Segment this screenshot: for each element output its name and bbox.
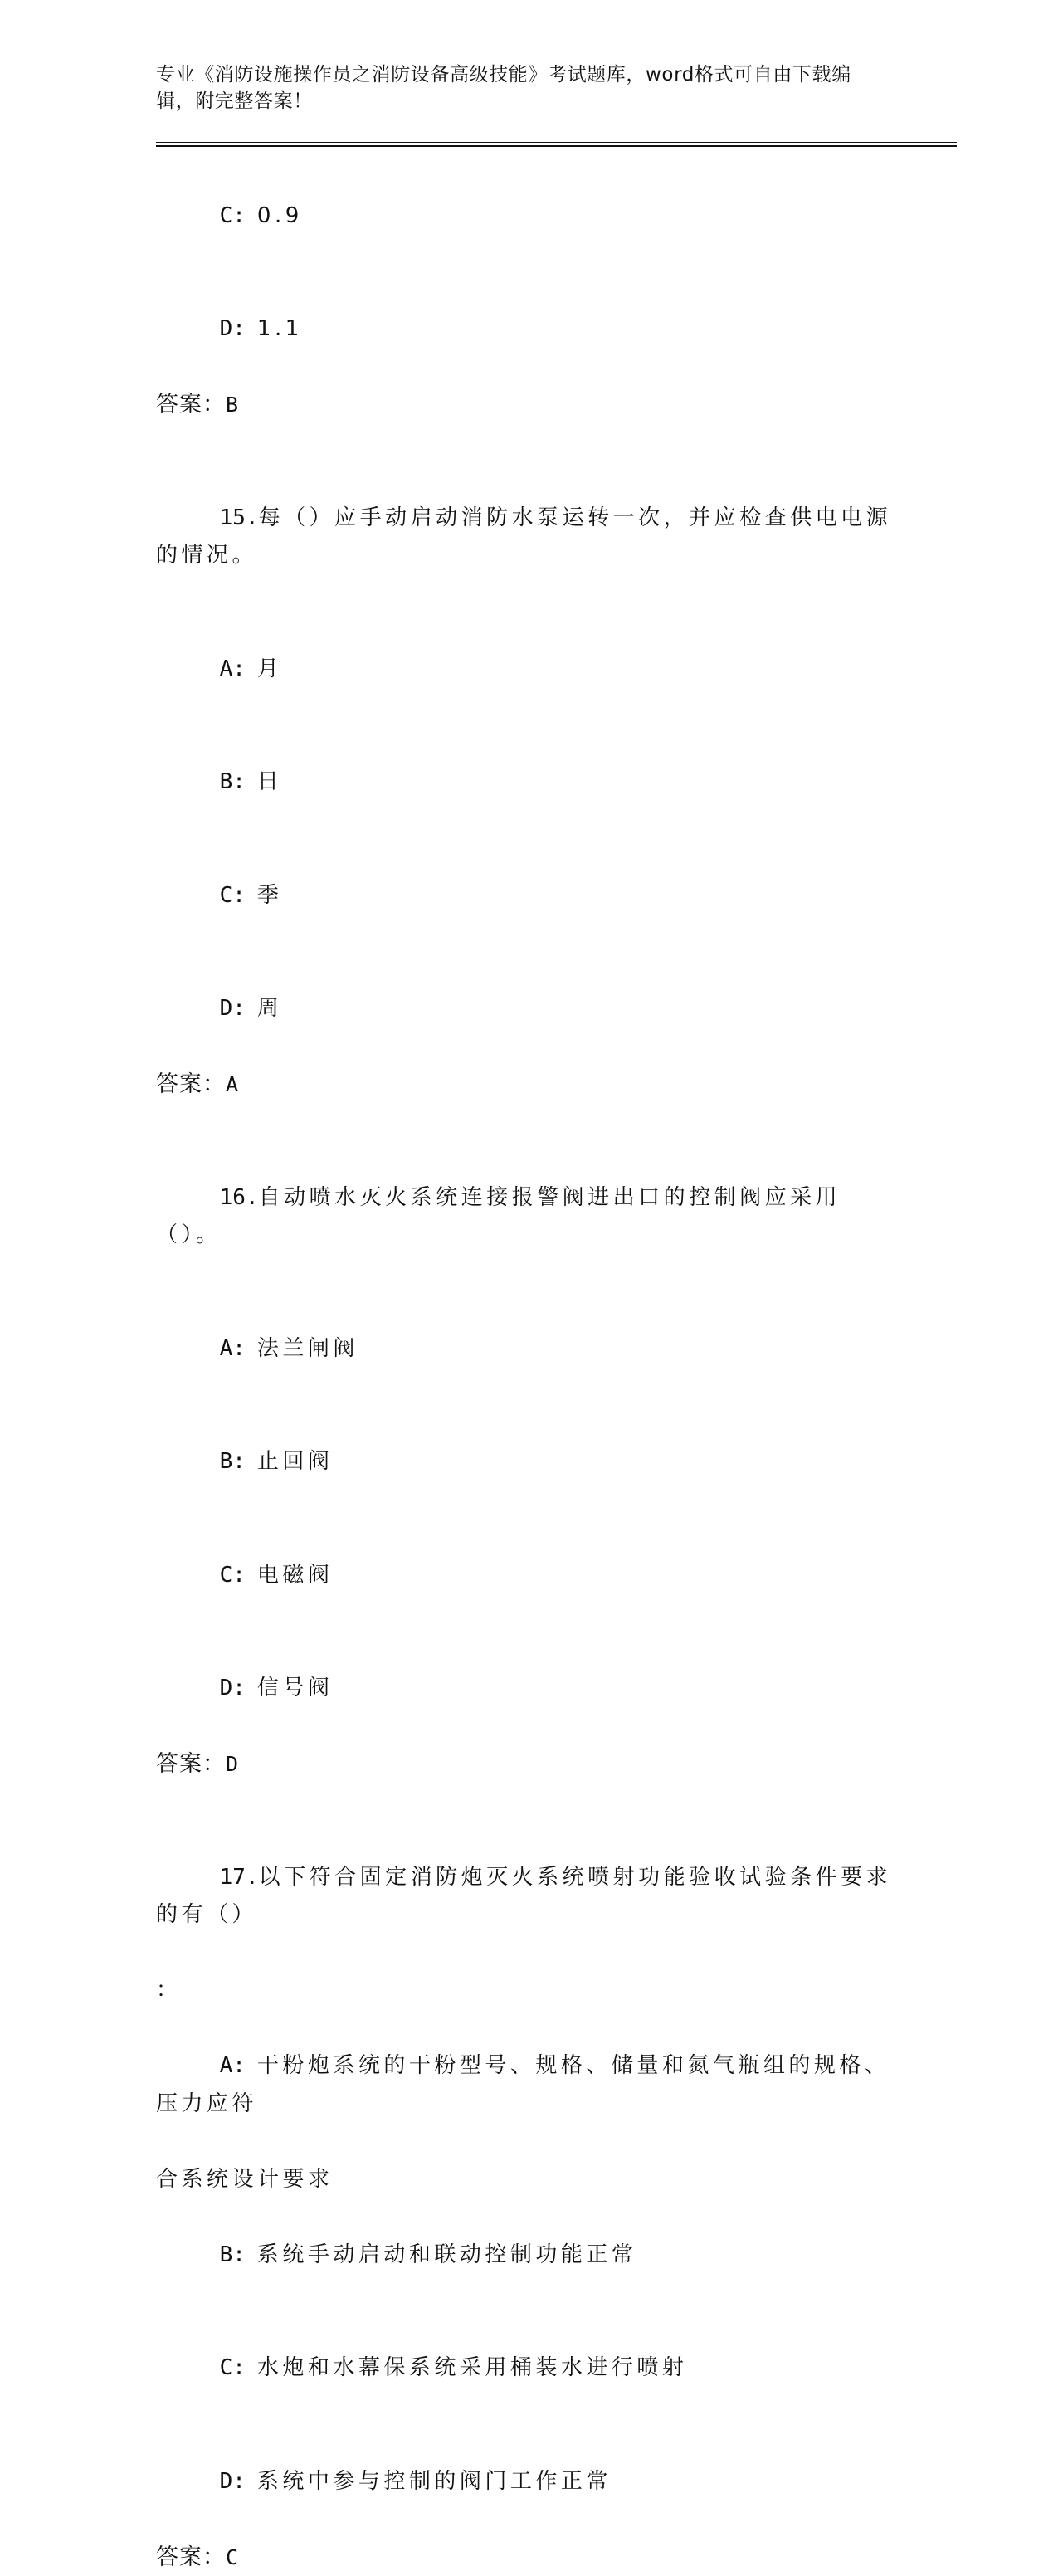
- answer-label: 答案：: [156, 392, 226, 417]
- answer-value: A: [226, 1072, 239, 1096]
- option-row: [156, 953, 903, 1066]
- option-row: [156, 1519, 903, 1632]
- option-text: 周: [257, 996, 283, 1021]
- question-15: [156, 461, 903, 1104]
- answer-row: [156, 1745, 903, 1783]
- option-label: C:: [220, 203, 246, 228]
- option-text: 电磁阀: [257, 1563, 334, 1588]
- option-text: 止回阀: [257, 1449, 334, 1474]
- question-stem-continuation: ：: [156, 1972, 903, 2010]
- question-16: [156, 1141, 903, 1783]
- option-text: 信号阀: [257, 1676, 334, 1700]
- question-number: 17.: [220, 1865, 259, 1890]
- option-row: [156, 1632, 903, 1746]
- question-text: 自动喷水灭火系统连接报警阀进出口的控制阀应采用（）。: [156, 1185, 841, 1248]
- option-label: D:: [220, 996, 246, 1021]
- answer-label: 答案：: [156, 1071, 226, 1097]
- answer-row: [156, 1066, 903, 1104]
- question-text: 每（）应手动启动消防水泵运转一次，并应检查供电电源的情况。: [156, 505, 891, 568]
- option-text: 月: [257, 656, 283, 681]
- option-label: D:: [220, 2469, 246, 2494]
- option-text: 0.9: [257, 203, 303, 228]
- option-row: [156, 2312, 903, 2426]
- header-title-line-1: 专业《消防设施操作员之消防设备高级技能》考试题库，word格式可自由下载编: [156, 61, 895, 88]
- answer-label: 答案：: [156, 2544, 226, 2570]
- option-label: A:: [220, 1336, 246, 1361]
- option-label: D:: [220, 1676, 246, 1700]
- answer-row: [156, 386, 903, 424]
- option-label: A:: [220, 2053, 246, 2078]
- option-label: C:: [220, 1563, 246, 1588]
- option-text: 水炮和水幕保系统采用桶装水进行喷射: [257, 2355, 688, 2380]
- header-divider-thin: [156, 142, 957, 143]
- question-text: 以下符合固定消防炮灭火系统喷射功能验收试验条件要求的有（）: [156, 1865, 891, 1928]
- answer-value: D: [226, 1752, 239, 1776]
- option-row: [156, 2425, 903, 2539]
- header-divider-thick: [156, 145, 957, 147]
- question-17: [156, 1821, 903, 2576]
- option-row: [156, 1292, 903, 1406]
- question-stem: [156, 1141, 903, 1292]
- option-label: A:: [220, 656, 246, 681]
- question-stem: [156, 461, 903, 612]
- continued-question: [156, 159, 903, 424]
- option-row: [156, 159, 903, 273]
- question-list: [156, 159, 903, 2576]
- header-title-line-2: 辑，附完整答案！: [156, 88, 895, 115]
- answer-row: [156, 2539, 903, 2576]
- option-row: [156, 2198, 903, 2312]
- option-text: 法兰闸阀: [257, 1336, 358, 1361]
- answer-value: B: [226, 393, 239, 417]
- option-label: B:: [220, 1449, 246, 1474]
- option-text: 季: [257, 883, 283, 908]
- option-text: 干粉炮系统的干粉型号、规格、储量和氮气瓶组的规格、压力应符: [156, 2053, 890, 2116]
- option-text: 系统手动启动和联动控制功能正常: [257, 2242, 637, 2267]
- answer-label: 答案：: [156, 1751, 226, 1777]
- question-stem: [156, 1821, 903, 1972]
- option-text: 1.1: [257, 316, 303, 341]
- option-text: 日: [257, 769, 283, 794]
- spacer: [156, 1104, 903, 1142]
- option-label: C:: [220, 2355, 246, 2380]
- option-label: C:: [220, 883, 246, 908]
- question-number: 16.: [220, 1185, 259, 1210]
- answer-value: C: [226, 2545, 239, 2569]
- option-row: [156, 1406, 903, 1520]
- option-label: B:: [220, 2242, 246, 2267]
- option-row: [156, 726, 903, 840]
- option-text: 系统中参与控制的阀门工作正常: [257, 2469, 612, 2494]
- question-number: 15.: [220, 505, 259, 530]
- option-row: [156, 612, 903, 726]
- option-row: [156, 273, 903, 387]
- option-row: [156, 2010, 903, 2161]
- spacer: [156, 1783, 903, 1822]
- spacer: [156, 424, 903, 462]
- document-header: [156, 61, 895, 115]
- option-label: D:: [220, 316, 246, 341]
- option-text-continuation: 合系统设计要求: [156, 2161, 903, 2199]
- option-row: [156, 839, 903, 953]
- option-label: B:: [220, 769, 246, 794]
